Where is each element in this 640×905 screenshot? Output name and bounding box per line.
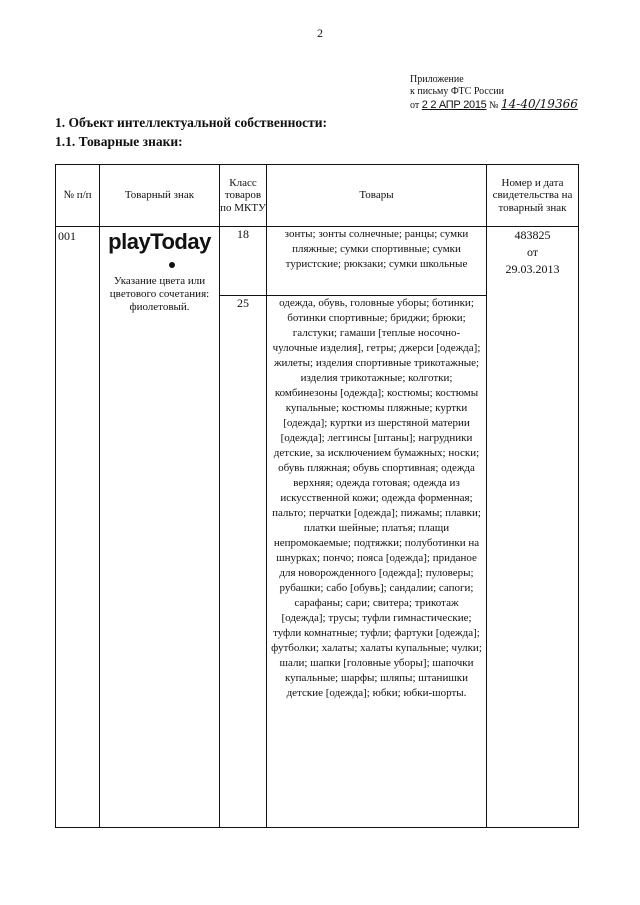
trademark-cell — [100, 227, 220, 828]
logo-text: playToday — [108, 229, 211, 254]
class-18: 18 — [220, 227, 267, 296]
header-reg: Номер и дата свидетельства на товарный знак — [487, 165, 579, 227]
date-stamp: 2 2 АПР 2015 — [421, 99, 487, 111]
goods-class-18: зонты; зонты солнечные; ранцы; сумки пляжные; сумки спортивные; сумки туристские; рюкзаки; сумки школьные — [267, 227, 487, 296]
registration-from: от — [526, 245, 539, 259]
appendix-block — [410, 74, 600, 112]
table-row — [56, 227, 579, 296]
section-heading: 1. Объект интеллектуальной собственности: — [55, 115, 328, 130]
appendix-line1: Приложение — [410, 74, 464, 85]
row-number: 001 — [56, 227, 100, 828]
appendix-line2: к письму ФТС России — [410, 86, 504, 97]
page-number: 2 — [317, 26, 323, 40]
color-note: Указание цвета или цветового сочетания: фиолетовый. — [109, 275, 210, 313]
goods-class-25: одежда, обувь, головные уборы; ботинки; ботинки спортивные; бриджи; брюки; галстуки; гамаши [теплые носочно-чулочные изделия], гетры; джерси [одежда]; жилеты; изделия спортивные трикотажные; изделия трикотажные; колготки; комбинезоны [одежда]; костюмы; костюмы купальные; костюмы пляжные; куртки [одежда]; куртки из шерстяной материи [одежда]; леггинсы [штаны]; нагрудники детские, за исключением бумажных; носки; обувь пляжная; обувь спортивная; одежда верхняя; одежда готовая; одежда из искусственной кожи; одежда форменная; пальто; перчатки [одежда]; пижамы; плавки; платки шейные; платья; плащи непромокаемые; подтяжки; полуботинки на шнурках; пончо; пояса [одежда]; приданое для новорожденного [одежда]; пуловеры; рубашки; сабо [обувь]; сандалии; сапоги; сарафаны; сари; свитера; трикотаж [одежда]; трусы; туфли гимнастические; туфли комнатные; туфли; фартуки [одежда]; футболки; халаты; халаты купальные; чулки; шали; шапки [головные уборы]; шапочки купальные; шарфы; шляпы; штанишки детские [одежда]; юбки; юбки-шорты. — [267, 296, 487, 828]
registration-number: 483825 — [514, 228, 551, 242]
header-class: Класс товаров по МКТУ — [220, 165, 267, 227]
subsection-heading: 1.1. Товарные знаки: — [55, 134, 183, 149]
appendix-from-label: от — [410, 100, 420, 111]
class-25: 25 — [220, 296, 267, 828]
table-header-row — [56, 165, 579, 227]
logo-dot — [169, 262, 175, 268]
trademark-table — [55, 164, 579, 828]
appendix-number-label: № — [488, 100, 499, 111]
header-goods: Товары — [267, 165, 487, 227]
handwritten-number: 14-40/19366 — [501, 97, 578, 111]
registration-cell — [487, 227, 579, 828]
header-num: № п/п — [56, 165, 100, 227]
playtoday-logo — [100, 229, 219, 275]
appendix-line3 — [410, 98, 600, 112]
header-mark: Товарный знак — [100, 165, 220, 227]
registration-date: 29.03.2013 — [505, 262, 560, 276]
